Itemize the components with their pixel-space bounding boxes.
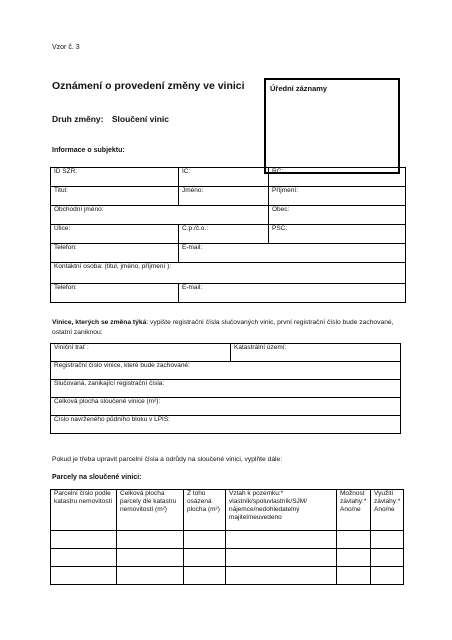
table-cell[interactable]	[226, 531, 337, 549]
change-type-label: Druh změny:	[52, 114, 104, 124]
table-header-row	[51, 490, 404, 531]
table-row	[51, 416, 401, 434]
table-cell[interactable]	[117, 549, 184, 567]
form-label: Vzor č. 3	[52, 44, 80, 51]
business-name-field[interactable]: Obchodní jméno:	[51, 206, 269, 225]
table-row	[51, 567, 404, 585]
rc-field[interactable]: RČ:	[269, 168, 406, 187]
first-name-field[interactable]: Jméno:	[179, 187, 269, 206]
total-area-field[interactable]: Celková plocha sloučené vinice (m²):	[51, 398, 401, 416]
table-cell[interactable]	[226, 567, 337, 585]
col-planted-area: Z toho osázená plocha (m²)	[184, 490, 226, 531]
table-cell[interactable]	[184, 531, 226, 549]
table-row	[51, 206, 406, 225]
table-cell[interactable]	[337, 549, 371, 567]
col-irrigation-used: Využití závlahy:* Ano/ne	[371, 490, 404, 531]
table-row	[51, 398, 401, 416]
table-row	[51, 284, 406, 303]
change-type-value: Sloučení vinic	[111, 114, 170, 124]
cadastral-area-field[interactable]: Katastrální území:	[231, 344, 401, 362]
table-cell[interactable]	[371, 549, 404, 567]
subject-heading: Informace o subjektu:	[52, 147, 125, 154]
retained-reg-number-field[interactable]: Registrační číslo vinice, které bude zachované:	[51, 362, 401, 380]
house-number-field[interactable]: Č.p./č.o.:	[179, 225, 269, 244]
table-row	[51, 244, 406, 263]
table-row	[51, 263, 406, 284]
table-cell[interactable]	[226, 549, 337, 567]
official-records-label: Úřední záznamy	[270, 84, 328, 93]
id-szr-field[interactable]: ID SZR:	[51, 168, 179, 187]
ic-field[interactable]: IČ:	[179, 168, 269, 187]
table-row	[51, 168, 406, 187]
col-total-area: Celková plocha parcely dle katastru nemovitostí (m²)	[117, 490, 184, 531]
contact-email-field[interactable]: E-mail:	[179, 284, 406, 303]
table-cell[interactable]	[184, 567, 226, 585]
table-cell[interactable]	[371, 567, 404, 585]
table-cell[interactable]	[51, 549, 117, 567]
table-row	[51, 362, 401, 380]
table-row	[51, 344, 401, 362]
table-cell[interactable]	[337, 531, 371, 549]
col-land-relation: Vztah k pozemku:* vlastník/spoluvlastník/SJM/ nájemce/nedohledatelný majitel/neuvedeno	[226, 490, 337, 531]
change-type	[52, 114, 169, 124]
table-row	[51, 549, 404, 567]
contact-person-field[interactable]: Kontaktní osoba: (titul, jméno, příjmení ):	[51, 263, 406, 284]
table-cell[interactable]	[51, 531, 117, 549]
col-parcel-number: Parcelní číslo podle katastru nemovitostí	[51, 490, 117, 531]
official-records-box	[264, 78, 400, 174]
table-row	[51, 380, 401, 398]
vineyard-intro-text: : vypište registrační čísla slučovaných vinic, první registrační číslo bude zachované, ostatní zaniknou:	[52, 319, 394, 336]
table-row	[51, 531, 404, 549]
vineyard-intro	[52, 318, 402, 338]
table-row	[51, 187, 406, 206]
table-cell[interactable]	[371, 531, 404, 549]
vineyard-intro-bold: Vinice, kterých se změna týká	[52, 319, 147, 326]
contact-phone-field[interactable]: Telefon:	[51, 284, 179, 303]
table-cell[interactable]	[337, 567, 371, 585]
page-title: Oznámení o provedení změny ve vinici	[52, 80, 245, 92]
table-cell[interactable]	[51, 567, 117, 585]
postcode-field[interactable]: PSČ:	[269, 225, 406, 244]
parcels-table	[50, 489, 404, 585]
parcel-note: Pokud je třeba upravit parcelní čísla a odrůdy na sloučené vinici, vyplňte dále:	[52, 456, 283, 463]
vineyard-table	[50, 343, 401, 434]
subject-table	[50, 167, 406, 303]
table-cell[interactable]	[184, 549, 226, 567]
parcels-heading: Parcely na sloučené vinici:	[52, 474, 142, 481]
surname-field[interactable]: Příjmení:	[269, 187, 406, 206]
street-field[interactable]: Ulice:	[51, 225, 179, 244]
table-cell[interactable]	[117, 531, 184, 549]
table-row	[51, 225, 406, 244]
title-field[interactable]: Titul:	[51, 187, 179, 206]
email-field[interactable]: E-mail:	[179, 244, 406, 263]
table-cell[interactable]	[117, 567, 184, 585]
vineyard-track-field[interactable]: Viniční trať :	[51, 344, 231, 362]
phone-field[interactable]: Telefon:	[51, 244, 179, 263]
merged-reg-numbers-field[interactable]: Slučovaná, zanikající registrační čísla:	[51, 380, 401, 398]
col-irrigation-possible: Možnost závlahy:* Ano/ne	[337, 490, 371, 531]
municipality-field[interactable]: Obec:	[269, 206, 406, 225]
lpis-block-field[interactable]: Číslo navrženého půdního bloku v LPIS:	[51, 416, 401, 434]
